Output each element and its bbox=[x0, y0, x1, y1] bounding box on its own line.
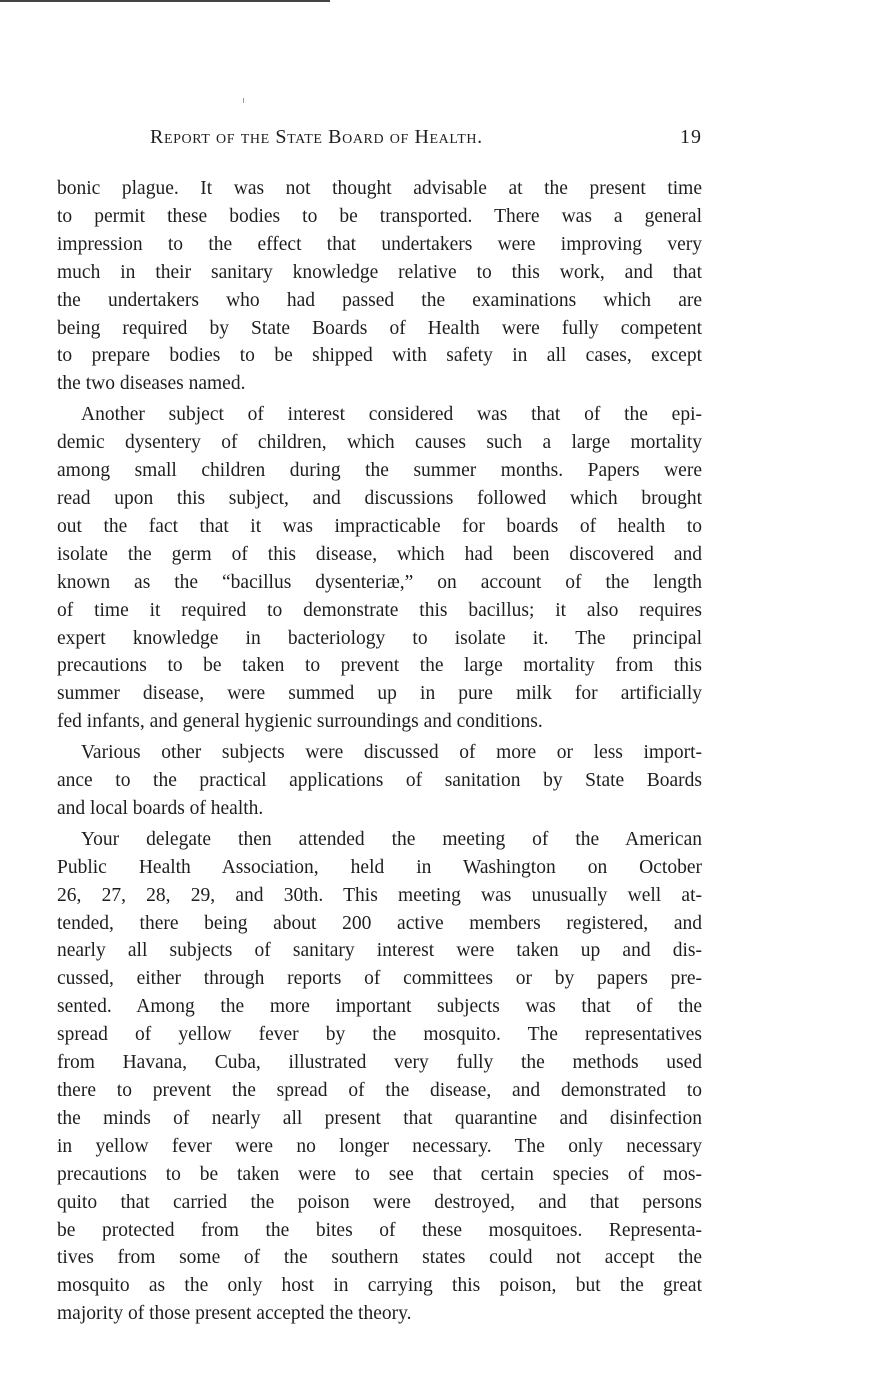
text-line: 26, 27, 28, 29, and 30th. This meeting was unusually well at- bbox=[57, 884, 702, 906]
text-line: precautions to be taken to prevent the large mortality from this bbox=[57, 655, 702, 677]
running-title: Report of the State Board of Health. bbox=[150, 126, 483, 148]
text-line: tended, there being about 200 active members registered, and bbox=[57, 912, 702, 934]
text-line: being required by State Boards of Health were fully competent bbox=[57, 317, 702, 339]
text-line: out the fact that it was impracticable for boards of health to bbox=[57, 515, 702, 537]
text-line: and local boards of health. bbox=[57, 797, 264, 819]
text-line: read upon this subject, and discussions followed which brought bbox=[57, 487, 702, 509]
text-line: mosquito as the only host in carrying this poison, but the great bbox=[57, 1275, 702, 1297]
text-line: from Havana, Cuba, illustrated very fully the methods used bbox=[57, 1052, 702, 1074]
text-line: Your delegate then attended the meeting of the American bbox=[81, 828, 702, 850]
text-line: summer disease, were summed up in pure milk for artificially bbox=[57, 683, 702, 705]
text-line: nearly all subjects of sanitary interest were taken up and dis- bbox=[57, 940, 702, 962]
paragraph bbox=[57, 739, 702, 823]
text-line: demic dysentery of children, which causes such a large mortality bbox=[57, 432, 702, 454]
text-line: bonic plague. It was not thought advisable at the present time bbox=[57, 178, 702, 199]
text-line: Another subject of interest considered was that of the epi- bbox=[81, 404, 702, 426]
paragraph bbox=[57, 175, 702, 398]
text-line: known as the “bacillus dysenteriæ,” on account of the length bbox=[57, 571, 702, 593]
text-line: sented. Among the more important subjects was that of the bbox=[57, 996, 702, 1018]
scan-edge-rule bbox=[0, 0, 330, 2]
text-line: tives from some of the southern states could not accept the bbox=[57, 1247, 702, 1269]
text-line: expert knowledge in bacteriology to isolate it. The principal bbox=[57, 627, 702, 649]
text-line: quito that carried the poison were destroyed, and that persons bbox=[57, 1191, 702, 1213]
body-text bbox=[57, 175, 702, 1331]
text-line: impression to the effect that undertakers were improving very bbox=[57, 233, 702, 255]
text-line: Various other subjects were discussed of more or less import- bbox=[81, 742, 702, 764]
paragraph bbox=[57, 826, 702, 1328]
text-line: be protected from the bites of these mosquitoes. Representa- bbox=[57, 1219, 702, 1241]
running-head bbox=[58, 126, 702, 158]
text-line: ance to the practical applications of sanitation by State Boards bbox=[57, 770, 702, 792]
text-line: to permit these bodies to be transported. There was a general bbox=[57, 205, 702, 227]
page-number: 19 bbox=[680, 126, 702, 148]
text-line: among small children during the summer months. Papers were bbox=[57, 460, 702, 482]
text-line: in yellow fever were no longer necessary. The only necessary bbox=[57, 1135, 702, 1157]
text-line: spread of yellow fever by the mosquito. The representatives bbox=[57, 1024, 702, 1046]
paragraph bbox=[57, 401, 702, 736]
text-line: to prepare bodies to be shipped with safety in all cases, except bbox=[57, 345, 702, 367]
text-line: there to prevent the spread of the disease, and demonstrated to bbox=[57, 1080, 702, 1101]
scan-speck bbox=[243, 98, 244, 103]
text-line: the two diseases named. bbox=[57, 373, 246, 395]
text-line: the minds of nearly all present that quarantine and disinfection bbox=[57, 1107, 702, 1129]
text-line: precautions to be taken were to see that certain species of mos- bbox=[57, 1163, 702, 1185]
text-line: the undertakers who had passed the examinations which are bbox=[57, 289, 702, 311]
text-line: cussed, either through reports of committees or by papers pre- bbox=[57, 968, 702, 990]
text-line: much in their sanitary knowledge relative to this work, and that bbox=[57, 261, 702, 283]
text-line: isolate the germ of this disease, which had been discovered and bbox=[57, 543, 702, 565]
text-line: Public Health Association, held in Washington on October bbox=[57, 856, 702, 878]
text-line: fed infants, and general hygienic surroundings and conditions. bbox=[57, 711, 543, 733]
text-line: of time it required to demonstrate this bacillus; it also requires bbox=[57, 599, 702, 621]
text-line: majority of those present accepted the theory. bbox=[57, 1303, 412, 1325]
